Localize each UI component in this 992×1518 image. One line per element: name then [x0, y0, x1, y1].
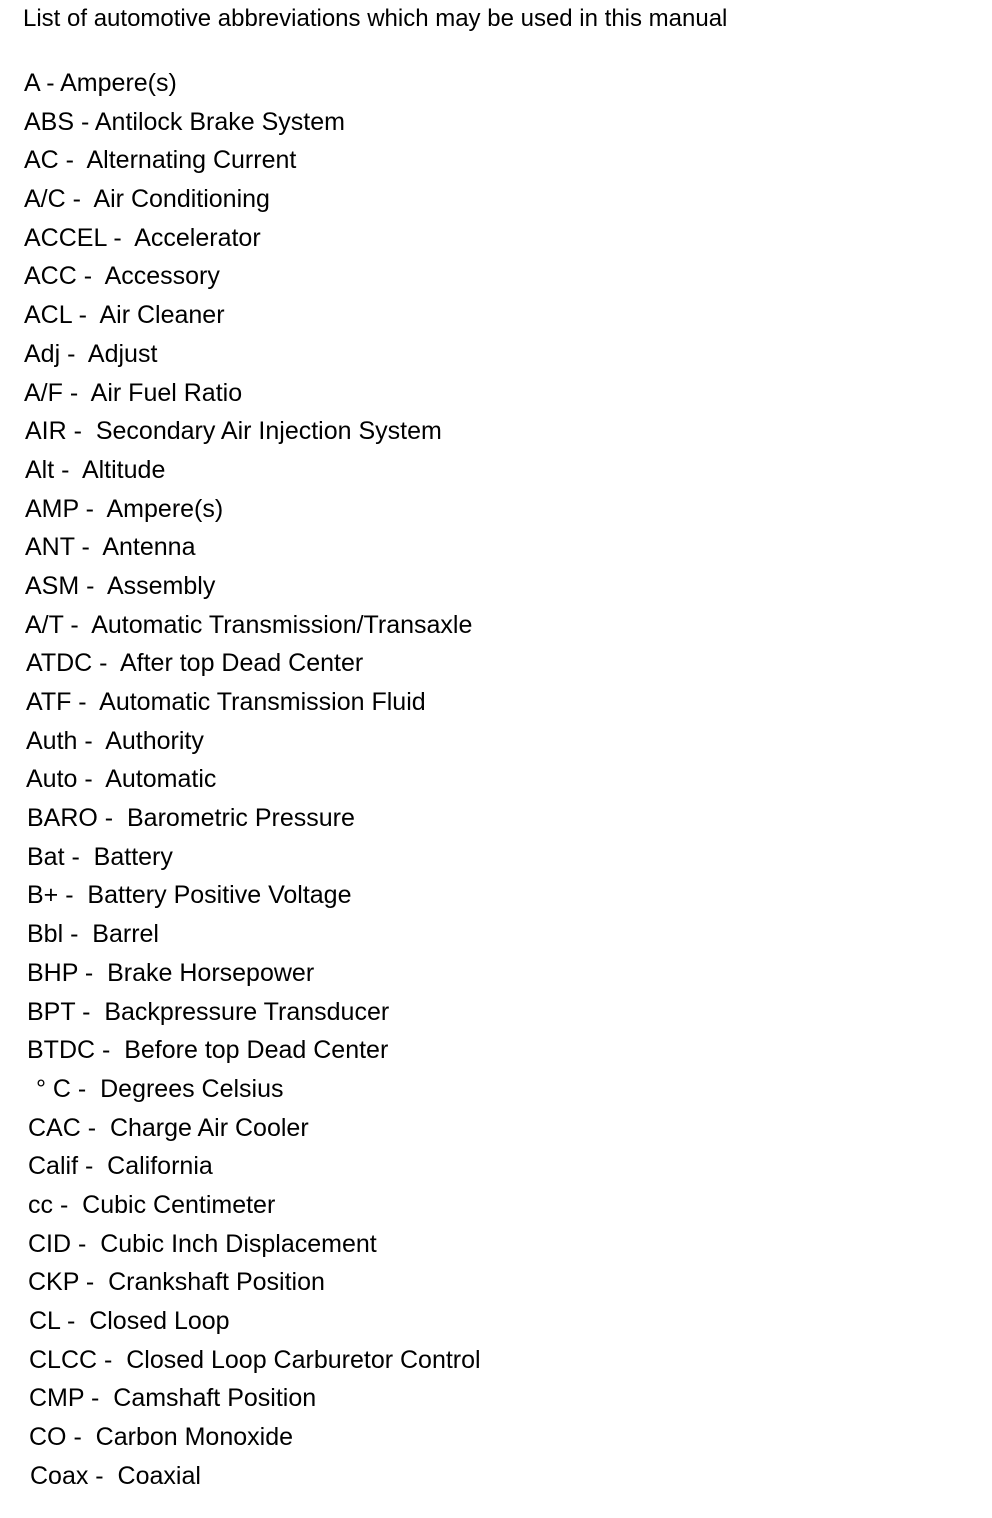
abbreviation-entry: Alt - Altitude	[25, 455, 166, 484]
abbreviation-list	[24, 68, 481, 1499]
abbreviation-entry: CMP - Camshaft Position	[29, 1384, 317, 1413]
abbreviation-entry: A/C - Air Conditioning	[24, 185, 270, 214]
abbreviation-entry: CL - Closed Loop	[29, 1307, 230, 1335]
abbreviation-entry: ° C - Degrees Celsius	[29, 1074, 284, 1103]
abbreviation-entry: cc - Cubic Centimeter	[28, 1190, 276, 1219]
abbreviation-entry: ACC - Accessory	[24, 262, 220, 291]
abbreviation-entry: Bbl - Barrel	[27, 920, 159, 949]
abbreviation-entry: ATF - Automatic Transmission Fluid	[26, 688, 426, 716]
abbreviation-entry: B+ - Battery Positive Voltage	[27, 881, 352, 910]
abbreviation-entry: ATDC - After top Dead Center	[26, 649, 364, 678]
abbreviation-entry: Calif - California	[28, 1152, 213, 1181]
abbreviation-entry: Coax - Coaxial	[30, 1461, 201, 1490]
abbreviation-entry: CID - Cubic Inch Displacement	[28, 1229, 377, 1258]
abbreviation-entry: CKP - Crankshaft Position	[28, 1268, 325, 1297]
abbreviation-entry: ACCEL - Accelerator	[24, 223, 261, 252]
abbreviation-entry: ANT - Antenna	[25, 533, 196, 562]
abbreviation-entry: AMP - Ampere(s)	[25, 494, 224, 523]
abbreviation-entry: CO - Carbon Monoxide	[29, 1423, 294, 1452]
page-title: List of automotive abbreviations which may be used in this manual	[23, 5, 728, 32]
abbreviation-entry: ASM - Assembly	[25, 571, 216, 600]
abbreviation-entry: AIR - Secondary Air Injection System	[25, 417, 442, 446]
abbreviation-entry: ACL - Air Cleaner	[24, 301, 225, 330]
abbreviation-entry: BPT - Backpressure Transducer	[27, 997, 390, 1026]
abbreviation-entry: Bat - Battery	[27, 842, 173, 871]
abbreviation-entry: Adj - Adjust	[24, 339, 158, 368]
abbreviation-entry: BARO - Barometric Pressure	[27, 804, 355, 833]
abbreviation-entry: BHP - Brake Horsepower	[27, 958, 315, 987]
abbreviation-entry: CLCC - Closed Loop Carburetor Control	[29, 1345, 481, 1374]
abbreviation-entry: CAC - Charge Air Cooler	[28, 1113, 309, 1142]
abbreviation-entry: Auth - Authority	[26, 726, 204, 755]
abbreviation-entry: Auto - Automatic	[26, 765, 217, 794]
abbreviation-entry: A/F - Air Fuel Ratio	[24, 378, 243, 407]
abbreviation-entry: AC - Alternating Current	[24, 146, 297, 175]
abbreviation-entry: A - Ampere(s)	[24, 69, 177, 97]
abbreviation-entry: BTDC - Before top Dead Center	[27, 1036, 389, 1065]
abbreviation-entry: A/T - Automatic Transmission/Transaxle	[25, 610, 473, 639]
abbreviation-entry: ABS - Antilock Brake System	[24, 107, 345, 136]
